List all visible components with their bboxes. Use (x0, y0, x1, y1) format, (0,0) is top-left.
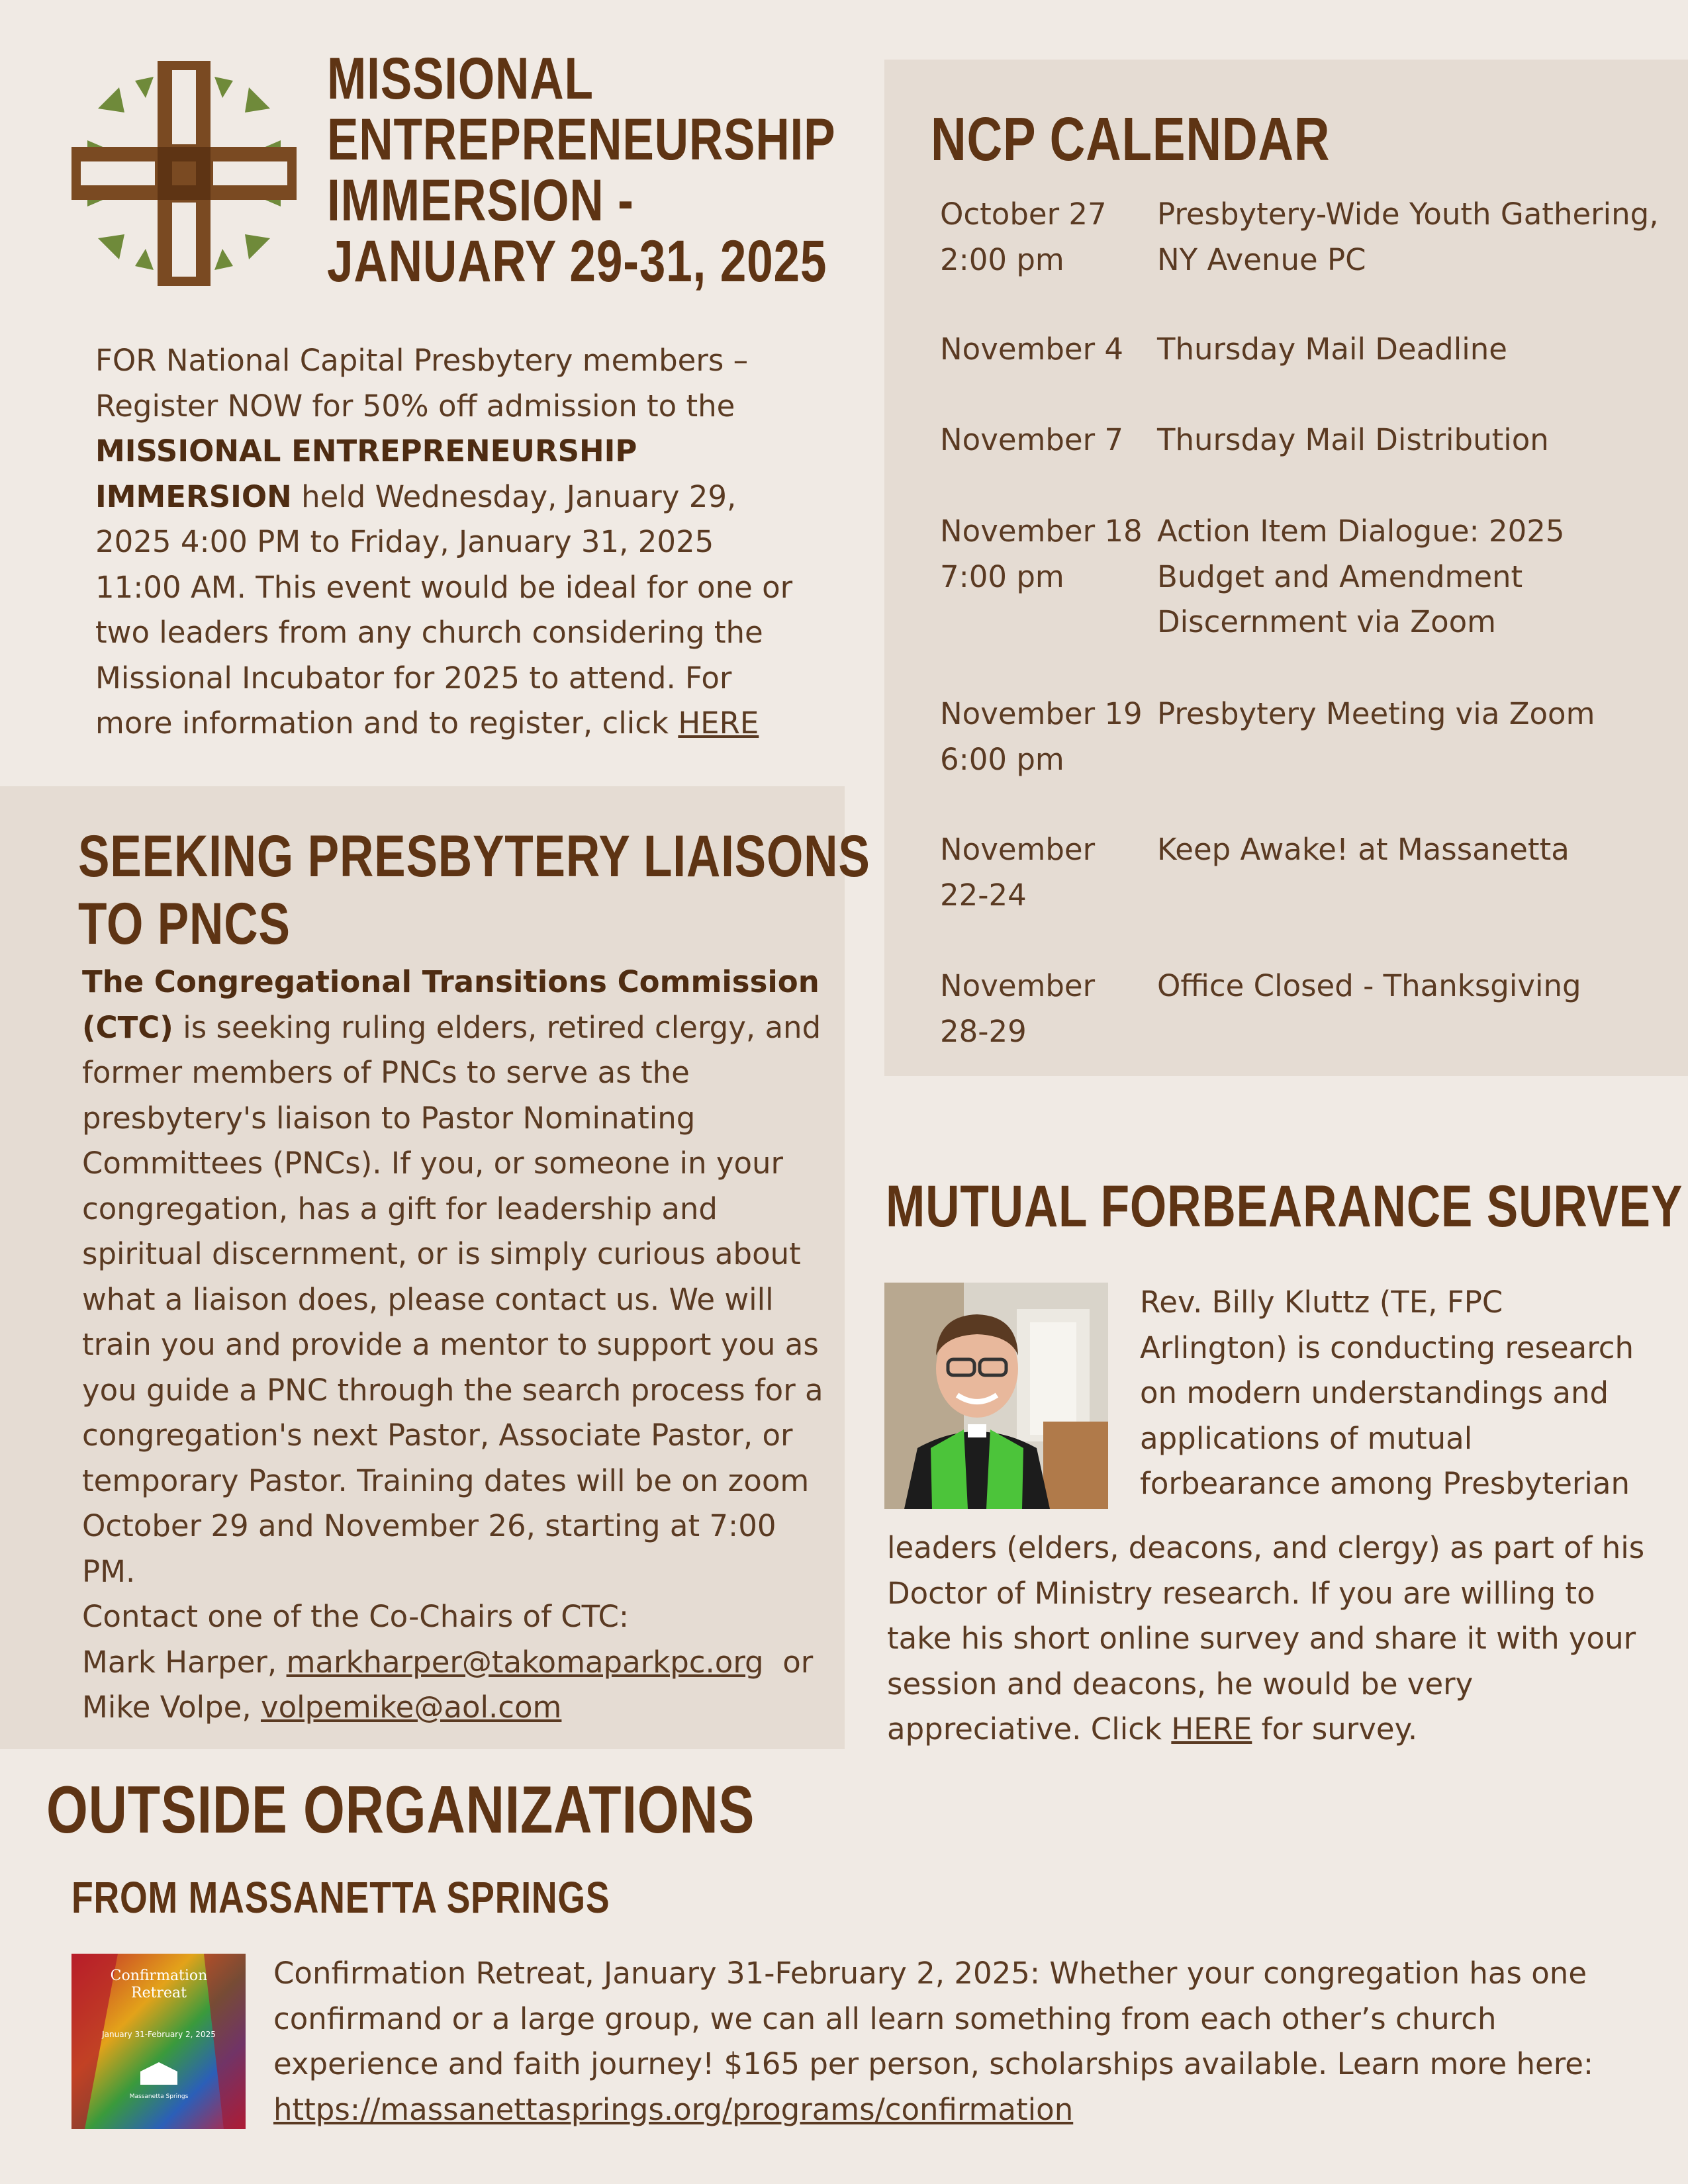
contact-line (82, 1640, 837, 1686)
massanetta-subtitle: FROM MASSANETTA SPRINGS (71, 1873, 610, 1923)
retreat-image-org: Massanetta Springs (129, 2093, 189, 2100)
retreat-description (273, 1951, 1657, 2132)
title-line: ENTREPRENEURSHIP (327, 106, 836, 172)
contact-name: Mike Volpe, (82, 1690, 252, 1725)
calendar-event: Keep Awake! at Massanetta (1157, 832, 1570, 867)
liaisons-body: is seeking ruling elders, retired clergy, and former members of PNCs to serve as the presbytery's liaison to Pastor Nominating Committees (PNCs). If you, or someone in your congregation, has a gift for leadership and spiritual discernment, or is simply curious about what a liaison does, please contact us. We will train you and provide a mentor to support you as you guide a PNC through the search process for a congregation's next Pastor, Associate Pastor, or temporary Pastor. Training dates will be on zoom October 29 and November 26, starting at 7:00 PM. (82, 1009, 823, 1589)
pastor-photo (884, 1283, 1108, 1509)
forbearance-body: leaders (elders, deacons, and clergy) as part of his Doctor of Ministry research. If you are willing to take his short online survey and share it with your session and deacons, he would be very appreciative. Click (887, 1530, 1645, 1747)
forbearance-end: for survey. (1261, 1711, 1418, 1747)
missional-title (327, 45, 836, 294)
presbytery-cross-logo (71, 61, 297, 286)
calendar-date: November 18 (940, 514, 1143, 549)
liaisons-description (82, 960, 837, 1731)
calendar-event: Office Closed - Thanksgiving (1157, 968, 1581, 1003)
contact-email-link[interactable]: volpemike@aol.com (260, 1690, 562, 1725)
calendar-date: November 7 (940, 422, 1124, 457)
retreat-image-dates: January 31-February 2, 2025 (102, 2030, 216, 2039)
title-line: MISSIONAL (327, 45, 594, 111)
forbearance-text-continued (887, 1525, 1662, 1752)
missional-details: held Wednesday, January 29, 2025 4:00 PM to Friday, January 31, 2025 11:00 AM. This event would be ideal for one or two leaders from any church considering the Missional Incubator for 2025 to attend. For more information and to register, click (95, 478, 793, 741)
title-line: JANUARY 29-31, 2025 (327, 228, 827, 294)
calendar-date: November 4 (940, 332, 1124, 367)
calendar-date: November (940, 968, 1096, 1003)
retreat-image-title: Confirmation (110, 1968, 208, 1984)
title-line: TO PNCS (78, 890, 291, 956)
calendar-time: 7:00 pm (940, 559, 1064, 594)
contact-or: or (782, 1644, 814, 1680)
retreat-link[interactable]: https://massanettasprings.org/programs/confirmation (273, 2091, 1074, 2127)
calendar-title: NCP CALENDAR (931, 105, 1331, 173)
forbearance-text: Rev. Billy Kluttz (TE, FPC Arlington) is conducting research on modern understandings and applications of mutual forbearance among Presbyterian (1140, 1285, 1634, 1501)
calendar-event: Thursday Mail Deadline (1157, 332, 1507, 367)
calendar-event: Presbytery-Wide Youth Gathering, NY Avenue PC (1157, 197, 1659, 277)
title-line: IMMERSION - (327, 167, 634, 233)
confirmation-retreat-image (71, 1954, 246, 2129)
liaisons-lead: The Congregational Transitions Commission (CTC) (82, 964, 820, 1045)
calendar-event: Presbytery Meeting via Zoom (1157, 696, 1595, 731)
calendar-time: 2:00 pm (940, 242, 1064, 277)
forbearance-title: MUTUAL FORBEARANCE SURVEY (886, 1173, 1683, 1239)
calendar-date: October 27 (940, 197, 1107, 232)
missional-intro: FOR National Capital Presbytery members – Register NOW for 50% off admission to the (95, 343, 749, 424)
calendar-date: November (940, 832, 1096, 867)
calendar-time: 22-24 (940, 877, 1027, 913)
calendar-event: Thursday Mail Distribution (1157, 422, 1549, 457)
outside-title: OUTSIDE ORGANIZATIONS (46, 1773, 755, 1847)
calendar-event: Action Item Dialogue: 2025 Budget and Amendment Discernment via Zoom (1157, 514, 1565, 639)
calendar-time: 28-29 (940, 1013, 1027, 1049)
title-line: SEEKING PRESBYTERY LIAISONS (78, 823, 870, 889)
calendar-time: 6:00 pm (940, 741, 1064, 777)
contact-name: Mark Harper, (82, 1644, 277, 1680)
calendar-date: November 19 (940, 696, 1143, 731)
missional-register-link[interactable]: HERE (678, 705, 759, 741)
contact-line (82, 1685, 837, 1731)
retreat-body: Confirmation Retreat, January 31-February 2, 2025: Whether your congregation has one confirmand or a large group, we can all learn something from each other’s church experience and faith journey! $165 per person, scholarships available. Learn more here: (273, 1956, 1594, 2081)
liaisons-contact-intro: Contact one of the Co-Chairs of CTC: (82, 1599, 630, 1634)
liaisons-title (78, 822, 870, 957)
missional-description (95, 338, 797, 747)
missional-event-name: MISSIONAL ENTREPRENEURSHIP IMMERSION (95, 433, 637, 514)
contact-email-link[interactable]: markharper@takomaparkpc.org (286, 1644, 764, 1680)
retreat-image-subtitle: Retreat (131, 1985, 187, 2001)
survey-link[interactable]: HERE (1171, 1711, 1252, 1747)
